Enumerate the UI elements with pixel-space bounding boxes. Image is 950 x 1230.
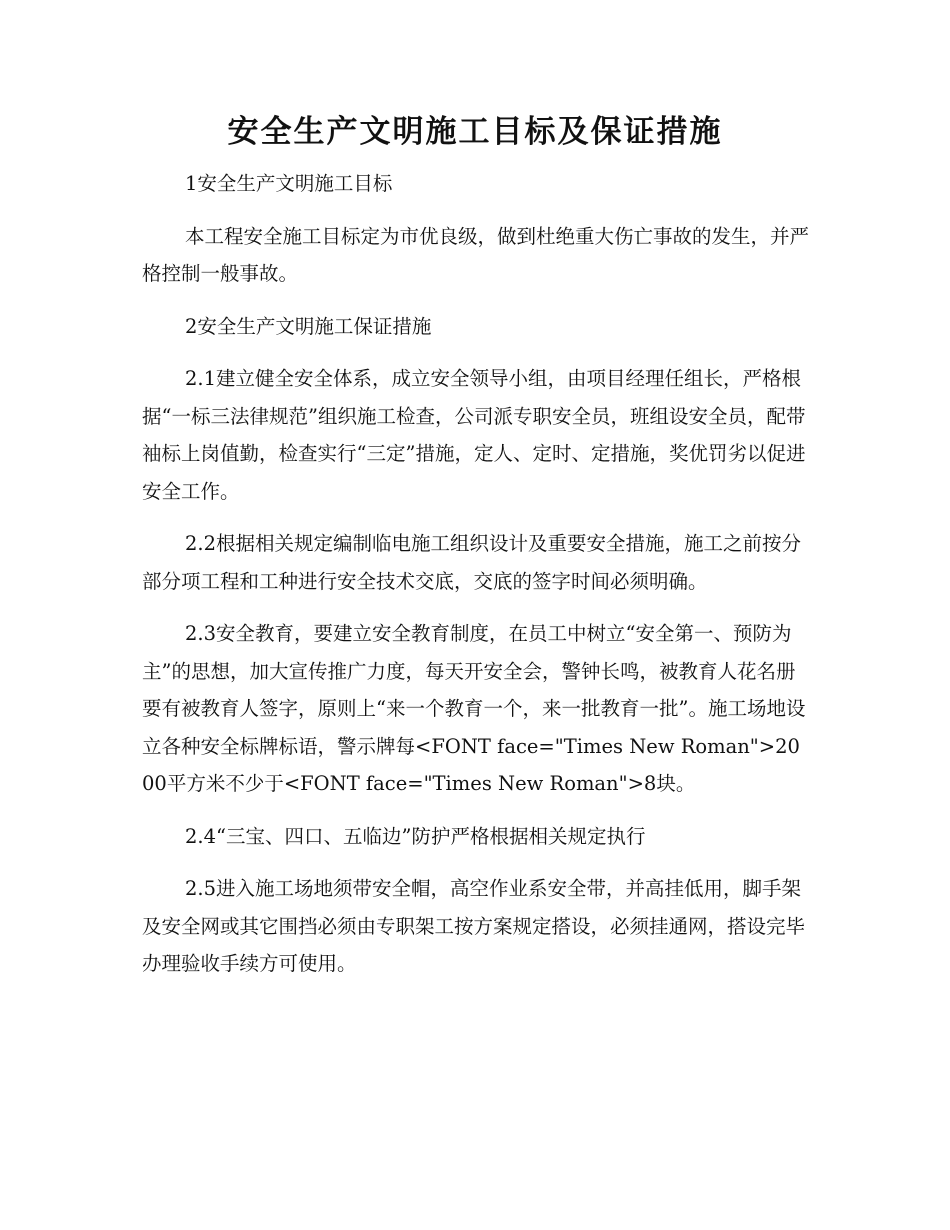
document-title: 安全生产文明施工目标及保证措施 [227,114,723,150]
paragraph-1-text: 本工程安全施工目标定为市优良级，做到杜绝重大伤亡事故的发生，并严格控制一般事故。 [142,224,810,285]
paragraph-2-4: 2.4“三宝、四口、五临边”防护严格根据相关规定执行 [185,824,646,848]
paragraph-2-1: 2.1建立健全安全体系，成立安全领导小组，由项目经理任组长，严格根据“一标三法律规范”组织施工检查，公司派专职安全员，班组设安全员，配带袖标上岗值勤，检查实行“三定”措施，定人、定时、定措施，奖优罚劣以促进安全工作。 [142,367,806,503]
paragraph-1-heading: 1安全生产文明施工目标 [185,172,393,195]
paragraph-2-heading: 2安全生产文明施工保证措施 [185,314,432,338]
paragraph-2-3: 2.3安全教育，要建立安全教育制度，在员工中树立“安全第一、预防为主”的思想，加大宣传推广力度，每天开安全会，警钟长鸣，被教育人花名册要有被教育人签字，原则上“来一个教育一个，来一批教育一批”。施工场地设立各种安全标牌标语，警示牌每<FONT face="Times New Roman">2000平方米不少于<FONT face="Times New Roman">8块。 [142,622,806,795]
paragraph-2-2: 2.2根据相关规定编制临电施工组织设计及重要安全措施，施工之前按分部分项工程和工种进行安全技术交底，交底的签字时间必须明确。 [142,532,802,593]
document-body [142,165,810,998]
paragraph-2-5: 2.5进入施工场地须带安全帽，高空作业系安全带，并高挂低用，脚手架及安全网或其它围挡必须由专职架工按方案规定搭设，必须挂通网，搭设完毕办理验收手续方可使用。 [142,877,806,975]
